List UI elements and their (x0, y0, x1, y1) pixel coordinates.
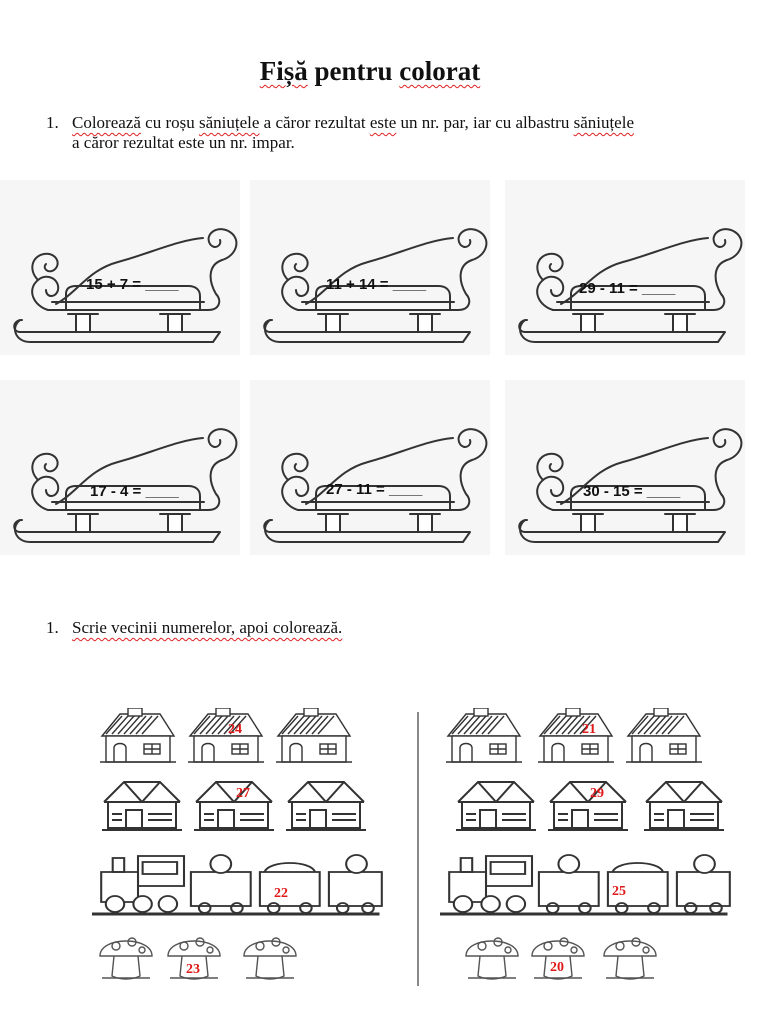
cottage-icon (274, 708, 358, 770)
mushroom-icon (240, 930, 304, 984)
hut-icon (286, 778, 370, 836)
task2-text: Scrie vecinii numerelor, apoi colorează. (72, 618, 343, 637)
sled-card (250, 180, 490, 355)
task2-number: 1. (46, 618, 59, 637)
sled-card (505, 380, 745, 555)
hut-icon (644, 778, 728, 836)
train-icon (92, 852, 392, 922)
task1-number: 1. (46, 113, 59, 132)
task1-word-coloreaza: Colorează (72, 113, 141, 132)
sled-icon (0, 180, 240, 355)
cottage-icon (624, 708, 708, 770)
cottage-icon (536, 708, 620, 770)
mushroom-icon (462, 930, 526, 984)
sled-icon (505, 180, 745, 355)
train-icon (440, 852, 740, 922)
hut-icon (102, 778, 186, 836)
sled-icon (250, 380, 490, 555)
task1-word-este: este (369, 113, 397, 132)
left-hut-number: 27 (236, 786, 250, 801)
task1-instruction (46, 113, 782, 153)
hut-icon (456, 778, 540, 836)
sled-expression: 11 + 14 = ____ (326, 276, 427, 293)
sled-card (250, 380, 490, 555)
cottage-icon (186, 708, 270, 770)
panel-divider (417, 712, 419, 986)
task1-line2: a căror rezultat este un nr. impar. (72, 133, 295, 152)
sled-expression: 17 - 4 = ____ (90, 483, 179, 500)
task1-word-saniutele: săniuțele (198, 113, 260, 132)
sled-expression: 29 - 11 = ____ (579, 280, 676, 297)
mushroom-icon (96, 930, 160, 984)
task1-text: cu roșu (140, 113, 199, 132)
left-cottage-number: 24 (228, 722, 242, 737)
title-word-pentru: pentru (314, 56, 393, 86)
worksheet-title (0, 56, 740, 87)
sled-expression: 27 - 11 = ____ (326, 481, 423, 498)
sled-card (0, 180, 240, 355)
sled-icon (0, 380, 240, 555)
mushroom-icon (600, 930, 664, 984)
title-word-fisa: Fișă (259, 56, 308, 86)
sled-icon (250, 180, 490, 355)
right-wagon-number: 25 (612, 884, 626, 899)
left-mushroom-number: 23 (186, 962, 200, 977)
left-wagon-number: 22 (274, 886, 288, 901)
title-word-colorat: colorat (399, 56, 481, 86)
sled-card (505, 180, 745, 355)
sled-expression: 30 - 15 = ____ (583, 483, 681, 500)
sled-expression: 15 + 7 = ____ (86, 276, 179, 293)
cottage-icon (98, 708, 182, 770)
right-hut-number: 29 (590, 786, 604, 801)
right-mushroom-number: 20 (550, 960, 564, 975)
task1-text: un nr. par, iar cu albastru (396, 113, 574, 132)
right-cottage-number: 21 (582, 722, 596, 737)
cottage-icon (444, 708, 528, 770)
task1-text: a căror rezultat (259, 113, 370, 132)
task1-word-saniutele: săniuțele (573, 113, 634, 132)
sled-icon (505, 380, 745, 555)
task2-instruction (46, 618, 342, 638)
sled-card (0, 380, 240, 555)
